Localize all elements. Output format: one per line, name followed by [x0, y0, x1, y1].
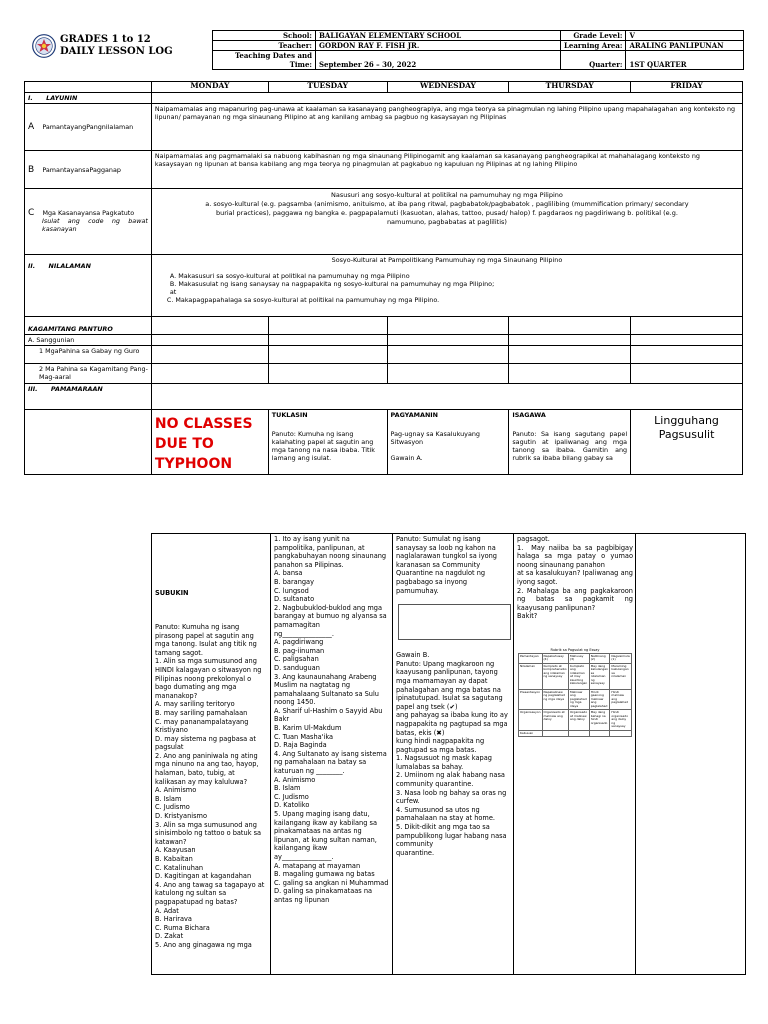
kagamitan-row	[25, 317, 743, 335]
area-label: Learning Area:	[561, 41, 626, 51]
tuesday-activity	[268, 410, 387, 475]
km-cell	[631, 364, 743, 384]
log-title	[60, 34, 173, 58]
sang-cell	[509, 335, 631, 346]
rubric-cell: Kabuuan	[519, 730, 543, 737]
rubric-head: Pamantayan	[519, 653, 543, 663]
a-label: PamantayangPangnilalaman	[42, 123, 134, 131]
b-letter: B	[28, 164, 35, 175]
tuklasin-text: Panuto: Kumuha ng isang kalahating papel at sagutin ang mga tanong na nasa ibaba. Titik lamang ang isulat.	[271, 430, 376, 462]
rubric-head: Napakahusay (4)	[542, 653, 569, 663]
rubric-cell: Nilalaman	[519, 663, 543, 689]
gabay-cell	[387, 346, 509, 364]
rubric-row	[519, 730, 632, 737]
rubric-row	[519, 710, 632, 731]
kagamitan-heading: KAGAMITANG PANTURO	[25, 317, 152, 335]
sang-cell	[268, 335, 387, 346]
friday-activity: Lingguhang Pagsusulit	[631, 410, 743, 475]
rubric-cell: Hindi organisado ang daloy ng sanaysay	[610, 710, 632, 731]
rubric-cell: Organisasyon	[519, 710, 543, 731]
rubric-cell: Hindi malinaw ang paglalahad	[610, 689, 632, 710]
c-letter: C	[28, 208, 35, 218]
quarter-value: 1ST QUARTER	[626, 51, 744, 70]
subukin-block	[152, 534, 270, 968]
gawain-b-text: Gawain B. Panuto: Upang magkaroon ng kaayusang panlipunan, tayong mga mamamayan ay dapat pahalagahan ang mga batas na ipinatutupad. Isulat sa sagutang papel ang tsek (✔) ang pahayag sa ibaba kung ito ay nagpapakita ng pagtupad sa mga batas, ekis (✖) kung hindi nagpapakita ng pagtupad sa mga batas. 1. Nagsusuot ng mask kapag lumalabas sa bahay. 2. Umiinom ng alak habang nasa community quarantine. 3. Nasa loob ng bahay sa oras ng curfew. 4. Sumusunod sa utos ng pamahalaan na stay at home. 5. Dikit-dikit ang mga tao sa pampublikong lugar habang nasa community quarantine.	[396, 651, 508, 857]
pamantayan-a-label-cell	[25, 104, 152, 151]
rubric-cell	[569, 730, 590, 737]
page2-col-friday	[635, 534, 746, 974]
gabay-cell	[151, 346, 268, 364]
km-cell	[509, 364, 631, 384]
header-info-table	[212, 30, 744, 70]
rubric-image	[518, 648, 632, 738]
days-header-row	[25, 82, 743, 93]
layunin-row	[25, 93, 743, 104]
gabay-cell	[509, 346, 631, 364]
rubric-head: Nagsisimula (1)	[611, 653, 630, 662]
tuesday-quiz-text: 1. Ito ay isang yunit na pampolitika, panlipunan, at pangkabuhayan noong sinaunang panahon sa Pilipinas. A. bansa B. barangay C. lungsod D. sultanato 2. Nagbubuklod-buklod ang mga barangay at bumuo ng alyansa sa pamamagitan ng_______________. A. pagdiriwang B. pag-iinuman C. paligsahan D. sanduguan 3. Ang kaunaunahang Arabeng Muslim na nagtatag ng pamahalaang Sultanato sa Sulu noong 1450. A. Sharif ul-Hashim o Sayyid Abu Bakr B. Karim Ul-Makdum C. Tuan Masha'ika D. Raja Baginda 4. Ang Sultanato ay isang sistema ng pamahalaan na batay sa katuruan ng ________. A. Animismo B. Islam C. Judismo D. Katoliko 5. Upang maging isang datu, kailangang ikaw ay kabilang sa pinakamataas na antas ng lipunan, at kung sultan naman, kailangang ikaw ay_______________. A. matapang at mayaman B. magaling gumawa ng batas C. galing sa angkan ni Muhammad D. galing sa pinakamataas na antas ng lipunan	[274, 535, 389, 904]
kasanayan-text: Nasusuri ang sosyo-kultural at politikal na pamumuhay ng mga Pilipino a. sosyo-kultural (e.g. pagsamba (animismo, anituismo, at iba pang ritwal, pagbabatok/pagbabatok , paglilibing (mummification primary/ secondary burial practices), paggawa ng bangka e. pagpapalamuti (kasuotan, alahas, tattoo, pusad/ halop) f. pagdaraos ng pagdiriwang b. politikal (e.g. namumuno, pagbabatas at paglilitis)	[151, 189, 742, 255]
kasanayan-row	[25, 189, 743, 255]
sanggunian-label: A. Sanggunian	[25, 335, 152, 346]
rubric-cell: May ilang kakulangan sa nilalaman ng sanaysay	[589, 663, 610, 689]
teacher-value: GORDON RAY F. FISH JR.	[316, 41, 561, 51]
rubric-cell: Kumpleto ang nilalaman at may kaunting kakulangan	[569, 663, 590, 689]
lesson-log-table	[24, 81, 743, 475]
essay-box	[398, 604, 511, 640]
gabay-cell	[268, 346, 387, 364]
pamantayan-b-text: Naipamamalas ang pagmamalaki sa nabuong kabihasnan ng mga sinaunang Pilipinogamit ang kaalaman sa kasanayang pangheograpikal at mahahalagang konteksto ng kasaysayan ng lipunan at bansa kabilang ang mga teorya ng pinagmulan at pagkabuo ng kapuluan ng Pilipinas at ng lahing Pilipino	[151, 151, 742, 189]
rubric-cell: Malinaw ang paglalahad ng mga ideya	[569, 689, 590, 710]
teacher-label: Teacher:	[213, 41, 316, 51]
a-letter: A	[28, 122, 35, 132]
dates-label-line1: Teaching Dates and	[234, 51, 312, 60]
gabay-guro-row	[25, 346, 743, 364]
dates-value: September 26 – 30, 2022	[316, 51, 561, 70]
c-sub: Isulat ang code ng bawat kasanayan	[42, 217, 148, 233]
subukin-text: Panuto: Kumuha ng isang pirasong papel at sagutin ang mga tanong. Isulat ang titik ng tamang sagot. 1. Alin sa mga sumusunod ang HINDI kalagayan o sitwasyon ng Pilipinas noong prekolonyal o bago dumating ang mga mananakop? A. may sariling teritoryo B. may sariling pamahalaan C. may pananampalatayang Kristiyano D. may sistema ng pagbasa at pagsulat 2. Ano ang paniniwala ng ating mga ninuno na ang tao, hayop, halaman, bato, tubig, at kalikasan ay may kaluluwa? A. Animismo B. Islam C. Judismo D. Kristyanismo 3. Alin sa mga sumusunod ang sinisimbolo ng tattoo o batuk sa katawan? A. Kaayusan B. Kabaitan C. Katalinuhan D. Kagitingan at kagandahan 4. Ano ang tawag sa tagapayo at katulong ng sultan sa pagpapatupad ng batas? A. Adat B. Harirava C. Ruma Bichara D. Zakat 5. Ano ang ginagawa ng mga	[155, 622, 265, 949]
activities-row	[25, 410, 743, 475]
pamamaraan-heading	[25, 384, 152, 410]
nilalaman-item: A. Makasusuri sa sosyo-kultural at politikal na pamumuhay ng mga Pilipino	[169, 272, 410, 280]
essay-instructions: Panuto: Sumulat ng isang sanaysay sa loob ng kahon na naglalarawan tungkol sa iyong karanasan sa Community Quarantine na nagdulot ng pagbabago sa inyong pamumuhay.	[396, 535, 500, 595]
page2-col-tuesday	[270, 534, 393, 974]
dates-label	[213, 51, 316, 70]
kag-cell	[151, 317, 268, 335]
km-cell	[387, 364, 509, 384]
sang-cell	[387, 335, 509, 346]
rubric-cell	[589, 730, 610, 737]
rubric-row	[519, 663, 632, 689]
isagawa-heading: ISAGAWA	[512, 411, 546, 419]
sanggunian-row	[25, 335, 743, 346]
day-wednesday: WEDNESDAY	[387, 82, 509, 93]
rubric-cell: Organisado at malinaw ang daloy	[569, 710, 590, 731]
dates-label-line2: Time:	[289, 60, 312, 69]
nilalaman-list	[155, 272, 500, 304]
rubric-head: Nalilinang (2)	[589, 653, 610, 663]
pamamaraan-num: III.	[28, 385, 38, 393]
layunin-heading	[25, 93, 152, 104]
monday-notice	[151, 410, 268, 475]
kagamitang-mag-aaral-row	[25, 364, 743, 384]
log-title-line2: DAILY LESSON LOG	[60, 46, 173, 57]
km-cell	[151, 364, 268, 384]
rubric-cell: Maraming kakulangan sa nilalaman	[610, 663, 632, 689]
rubric-head: Mahusay (3)	[569, 653, 590, 663]
page2-table	[151, 533, 746, 975]
nilalaman-item: C. Makapagpapahalaga sa sosyo-kultural at politikal na pamumuhay ng mga Pilipino.	[166, 296, 440, 304]
pamantayan-b-row	[25, 151, 743, 189]
pagyamanin-text: Pag-ugnay sa Kasalukuyang Sitwasyon Gawain A.	[390, 430, 480, 462]
grade-label: Grade Level:	[561, 31, 626, 41]
nilalaman-topic: Sosyo-Kultural at Pampolitikang Pamumuhay ng mga Sinaunang Pilipino	[331, 256, 563, 264]
nilalaman-num: II.	[28, 262, 36, 270]
layunin-blank	[151, 93, 742, 104]
rubric-head-row	[519, 653, 632, 663]
kag-cell	[268, 317, 387, 335]
nilalaman-row	[25, 255, 743, 317]
rubric-row	[519, 689, 632, 710]
page2-col-subukin	[152, 534, 270, 974]
school-label: School:	[213, 31, 316, 41]
tuklasin-heading: TUKLASIN	[271, 411, 308, 419]
c-label: Mga Kasanayansa Pagkatuto	[42, 209, 135, 217]
nilalaman-content	[151, 255, 742, 317]
rubric-cell: Organisado at malinaw ang daloy	[542, 710, 569, 731]
pagyamanin-heading: PAGYAMANIN	[390, 411, 439, 419]
layunin-num: I.	[28, 94, 33, 102]
no-classes-notice: NO CLASSES DUE TO TYPHOON	[154, 416, 253, 472]
rubric-cell	[610, 730, 632, 737]
rubric-cell: Napakalinaw ng paglalahad ng mga ideya	[542, 689, 569, 710]
rubric-cell: Kumpleto at komprehensibo ang nilalaman ng sanaysay	[542, 663, 569, 689]
kag-cell	[509, 317, 631, 335]
subukin-heading: SUBUKIN	[155, 589, 189, 598]
kag-cell	[631, 317, 743, 335]
gabay-cell	[631, 346, 743, 364]
pamamaraan-blank	[151, 384, 742, 410]
grade-value: V	[626, 31, 744, 41]
wednesday-activity	[387, 410, 509, 475]
deped-seal	[32, 34, 56, 58]
thursday-activity	[509, 410, 631, 475]
isagawa-questions: pagsagot. 1. May naiiba ba sa pagbibigay halaga sa mga patay o yumao noong sinaunang panahon at sa kasalukuyan? Ipaliwanag ang iyong sagot. 2. Mahalaga ba ang pagkakaroon ng batas sa pagkamit ng kaayusang panlipunan? Bakit?	[517, 535, 633, 621]
nilalaman-title: NILALAMAN	[48, 262, 91, 270]
layunin-title: LAYUNIN	[46, 94, 78, 102]
area-value: ARALING PANLIPUNAN	[626, 41, 744, 51]
day-monday: MONDAY	[151, 82, 268, 93]
isagawa-text: Panuto: Sa isang sagutang papel sagutin at ipaliwanag ang mga tanong sa ibaba. Gamitin ang rubrik sa ibaba bilang gabay sa	[512, 430, 628, 462]
day-friday: FRIDAY	[631, 82, 743, 93]
day-tuesday: TUESDAY	[268, 82, 387, 93]
quarter-label: Quarter:	[561, 51, 626, 70]
log-title-line1: GRADES 1 to 12	[60, 34, 151, 45]
gabay-guro-label: 1 MgaPahina sa Gabay ng Guro	[25, 346, 152, 364]
pamantayan-a-text: Naipamamalas ang mapanuring pag-unawa at kaalaman sa kasanayang pangheograpiya, ang mga teorya sa pinagmulan ng lahing Pilipino upang mapahalagahan ang konteksto ng lipunan/ pamayanan ng mga sinaunang Pilipino at ang kanilang ambag sa pagbuo ng kasaysayan ng Pilipinas	[151, 104, 742, 151]
pamantayan-a-row	[25, 104, 743, 151]
kasanayan-label-cell	[25, 189, 152, 255]
rubric-cell: Hindi gaanong malinaw ang paglalahad	[589, 689, 610, 710]
school-value: BALIGAYAN ELEMENTARY SCHOOL	[316, 31, 561, 41]
pamamaraan-row	[25, 384, 743, 410]
pamamaraan-title: PAMAMARAAN	[50, 385, 103, 393]
kagamitang-mag-aaral-label: 2 Ma Pahina sa Kagamitang Pang-Mag-aaral	[25, 364, 152, 384]
page2-col-wednesday	[392, 534, 514, 974]
sang-cell	[631, 335, 743, 346]
rubric-table	[518, 653, 632, 738]
day-thursday: THURSDAY	[509, 82, 631, 93]
kag-cell	[387, 317, 509, 335]
page2-col-thursday	[513, 534, 636, 974]
nilalaman-heading	[25, 255, 152, 317]
km-cell	[268, 364, 387, 384]
pamantayan-b-label-cell	[25, 151, 152, 189]
rubric-cell: May ilang bahagi na hindi organisado	[589, 710, 610, 731]
nilalaman-item: B. Makasusulat ng isang sanaysay na nagpapakita ng sosyo-kultural na pamumuhay ng mga Pilipino; at	[169, 280, 495, 296]
rubric-cell: Presentasyon	[519, 689, 543, 710]
activities-blank	[25, 410, 152, 475]
b-label: PamantayansaPagganap	[42, 165, 121, 174]
rubric-title: Rubrik sa Pagsulat ng Essay	[550, 647, 600, 652]
sang-cell	[151, 335, 268, 346]
rubric-cell	[542, 730, 569, 737]
